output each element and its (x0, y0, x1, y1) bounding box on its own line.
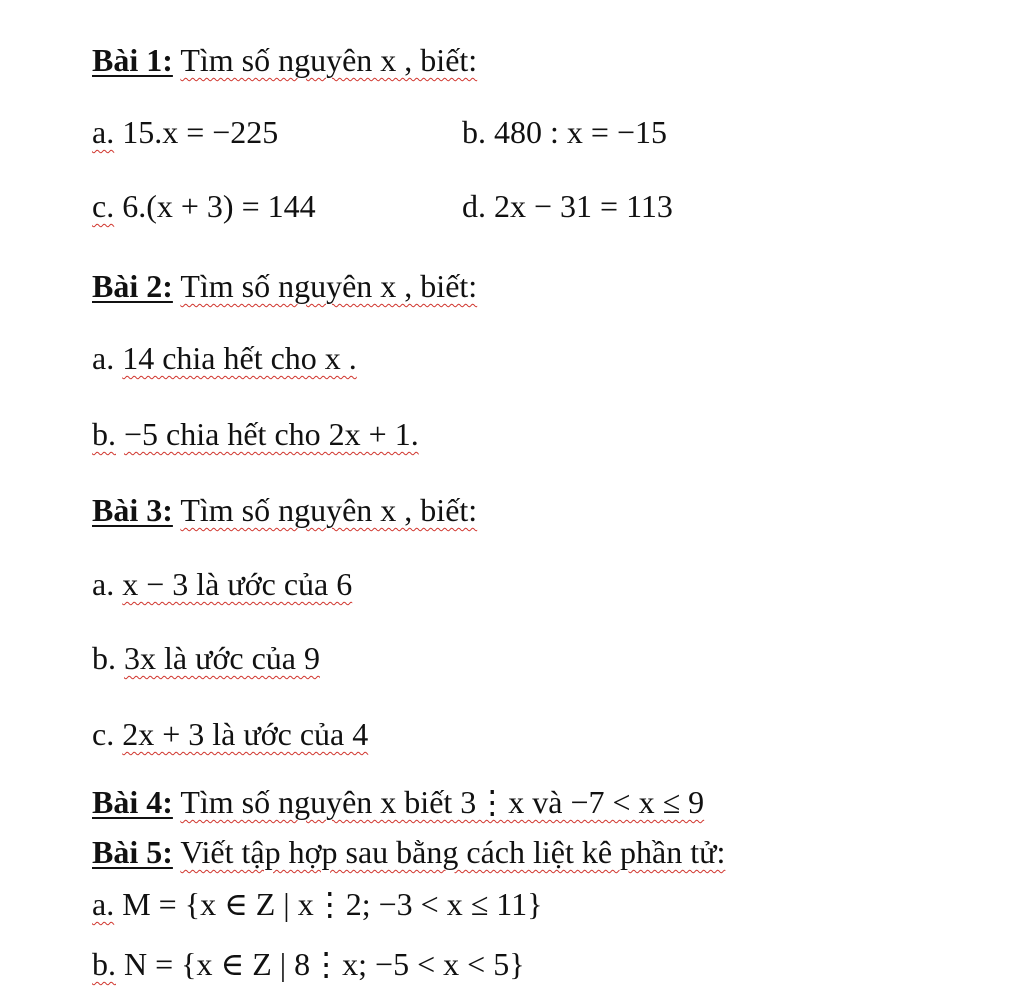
exercise-2-heading (92, 266, 477, 306)
item-a-label: a. (92, 340, 115, 376)
item-a-label: a. (92, 566, 115, 602)
exercise-1-row-ab (92, 112, 992, 152)
item-b-label: b. (92, 416, 116, 452)
exercise-3-item-c (92, 714, 368, 754)
exercise-1-instruction: Tìm số nguyên x , biết: (180, 42, 478, 78)
exercise-4-instruction: Tìm số nguyên x biết 3⋮x và −7 < x ≤ 9 (180, 784, 705, 820)
item-b-label: b. (462, 114, 486, 150)
exercise-5-item-a (92, 884, 542, 924)
exercise-3-instruction: Tìm số nguyên x , biết: (180, 492, 478, 528)
exercise-1-label: Bài 1: (92, 42, 173, 78)
item-b-equation: 480 : x = −15 (494, 114, 667, 150)
exercise-1-row-cd (92, 186, 992, 226)
set-m-definition: M = {x ∈ Z | x⋮2; −3 < x ≤ 11} (122, 886, 543, 922)
set-n-definition: N = {x ∈ Z | 8⋮x; −5 < x < 5} (124, 946, 525, 982)
exercise-3-item-a (92, 564, 352, 604)
item-d-label: d. (462, 188, 486, 224)
exercise-1-heading (92, 40, 477, 80)
item-a-text: x − 3 là ước của 6 (122, 566, 353, 602)
item-a-text: 14 chia hết cho x . (122, 340, 357, 376)
exercise-5-heading (92, 832, 725, 872)
exercise-3-item-b (92, 638, 320, 678)
exercise-3-label: Bài 3: (92, 492, 173, 528)
item-c-label: c. (92, 188, 115, 224)
exercise-2-instruction: Tìm số nguyên x , biết: (180, 268, 478, 304)
exercise-2-item-a (92, 338, 357, 378)
exercise-2-label: Bài 2: (92, 268, 173, 304)
exercise-4-label: Bài 4: (92, 784, 173, 820)
item-a-label: a. (92, 114, 115, 150)
item-c-equation: 6.(x + 3) = 144 (122, 188, 316, 224)
exercise-5-item-b (92, 944, 525, 984)
item-d (462, 186, 673, 226)
exercise-2-item-b (92, 414, 419, 454)
exercise-3-heading (92, 490, 477, 530)
item-b-text: −5 chia hết cho 2x + 1. (124, 416, 419, 452)
item-b (462, 112, 667, 152)
item-c-text: 2x + 3 là ước của 4 (122, 716, 369, 752)
item-b-label: b. (92, 640, 116, 676)
item-b-text: 3x là ước của 9 (124, 640, 320, 676)
item-c-label: c. (92, 716, 115, 752)
item-a-equation: 15.x = −225 (122, 114, 279, 150)
item-b-label: b. (92, 946, 116, 982)
item-a-label: a. (92, 886, 115, 922)
exercise-5-label: Bài 5: (92, 834, 173, 870)
exercise-5-instruction: Viết tập hợp sau bằng cách liệt kê phần tử: (180, 834, 726, 870)
exercise-4-heading (92, 782, 704, 822)
item-d-equation: 2x − 31 = 113 (494, 188, 673, 224)
